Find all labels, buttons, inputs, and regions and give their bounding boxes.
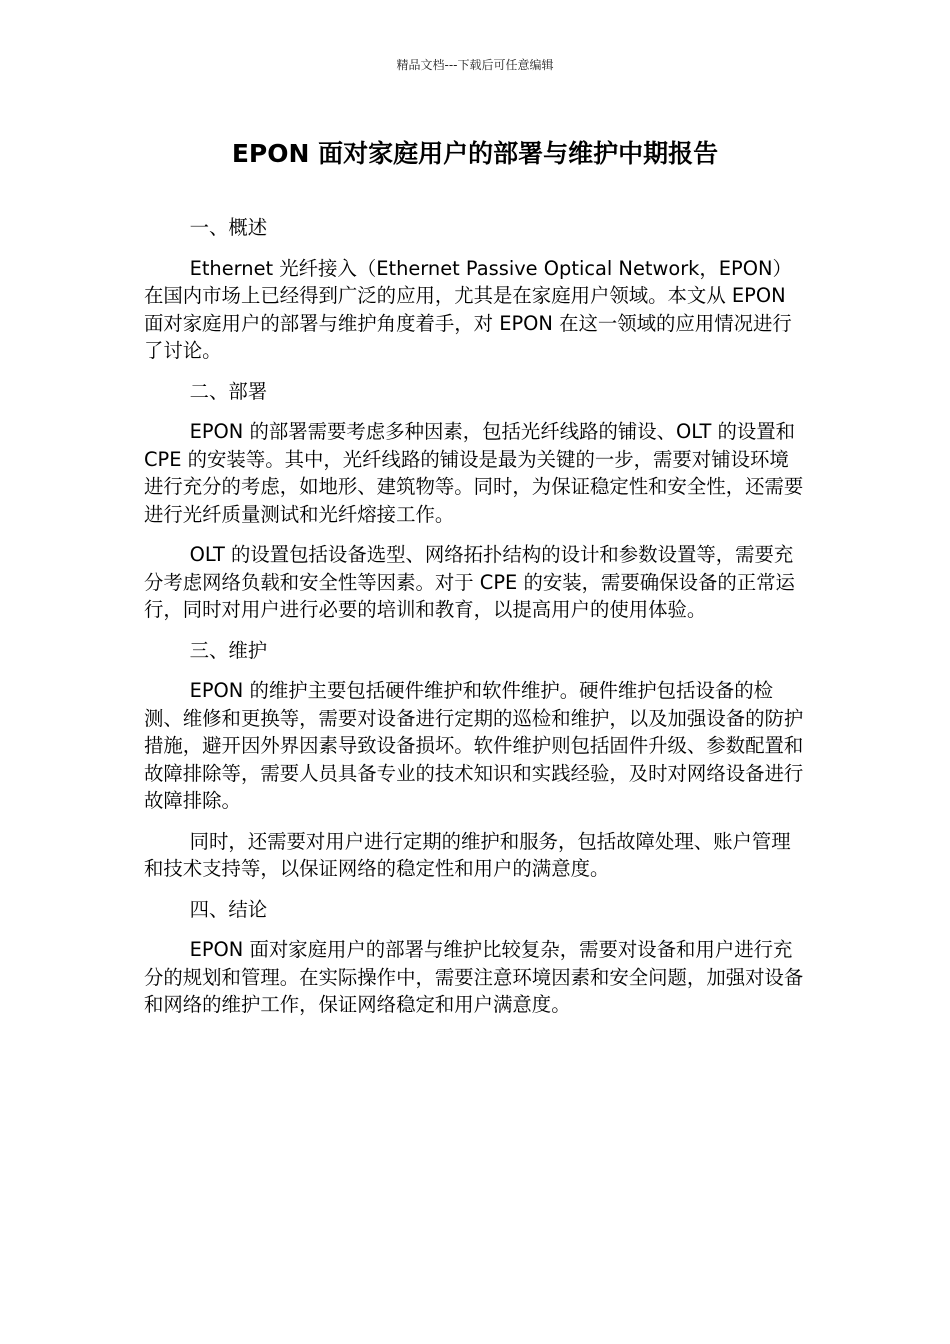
section-heading-conclusion: 四、结论	[189, 897, 268, 921]
document-title: EPON 面对家庭用户的部署与维护中期报告	[231, 139, 719, 168]
paragraph-overview: Ethernet 光纤接入（Ethernet Passive Optical Network，EPON）在国内市场上已经得到广泛的应用，尤其是在家庭用户领域。本文从 EPON 面对家庭用户的部署与维护角度着手，对 EPON 在这一领域的应用情况进行了讨论。	[144, 256, 792, 362]
paragraph-maintenance-1: EPON 的维护主要包括硬件维护和软件维护。硬件维护包括设备的检测、维修和更换等，需要对设备进行定期的巡检和维护，以及加强设备的防护措施，避开因外界因素导致设备损坏。软件维护则包括固件升级、参数配置和故障排除等，需要人员具备专业的技术知识和实践经验，及时对网络设备进行故障排除。	[144, 679, 804, 812]
paragraph-deployment-2: OLT 的设置包括设备选型、网络拓扑结构的设计和参数设置等，需要充分考虑网络负载和安全性等因素。对于 CPE 的安装，需要确保设备的正常运行，同时对用户进行必要的培训和教育，以提高用户的使用体验。	[144, 543, 795, 621]
paragraph-maintenance-2: 同时，还需要对用户进行定期的维护和服务，包括故障处理、账户管理和技术支持等，以保证网络的稳定性和用户的满意度。	[144, 829, 791, 880]
section-heading-maintenance: 三、维护	[189, 638, 268, 662]
paragraph-conclusion: EPON 面对家庭用户的部署与维护比较复杂，需要对设备和用户进行充分的规划和管理。在实际操作中，需要注意环境因素和安全问题，加强对设备和网络的维护工作，保证网络稳定和用户满意度。	[144, 938, 804, 1016]
paragraph-deployment-1: EPON 的部署需要考虑多种因素，包括光纤线路的铺设、OLT 的设置和 CPE 的安装等。其中，光纤线路的铺设是最为关键的一步，需要对铺设环境进行充分的考虑，如地形、建筑物等。同时，为保证稳定性和安全性，还需要进行光纤质量测试和光纤熔接工作。	[144, 420, 804, 526]
section-heading-deployment: 二、部署	[189, 379, 268, 403]
document-body	[144, 214, 808, 1032]
page-header-watermark: 精品文档---下载后可任意编辑	[396, 58, 554, 72]
section-heading-overview: 一、概述	[189, 216, 268, 239]
